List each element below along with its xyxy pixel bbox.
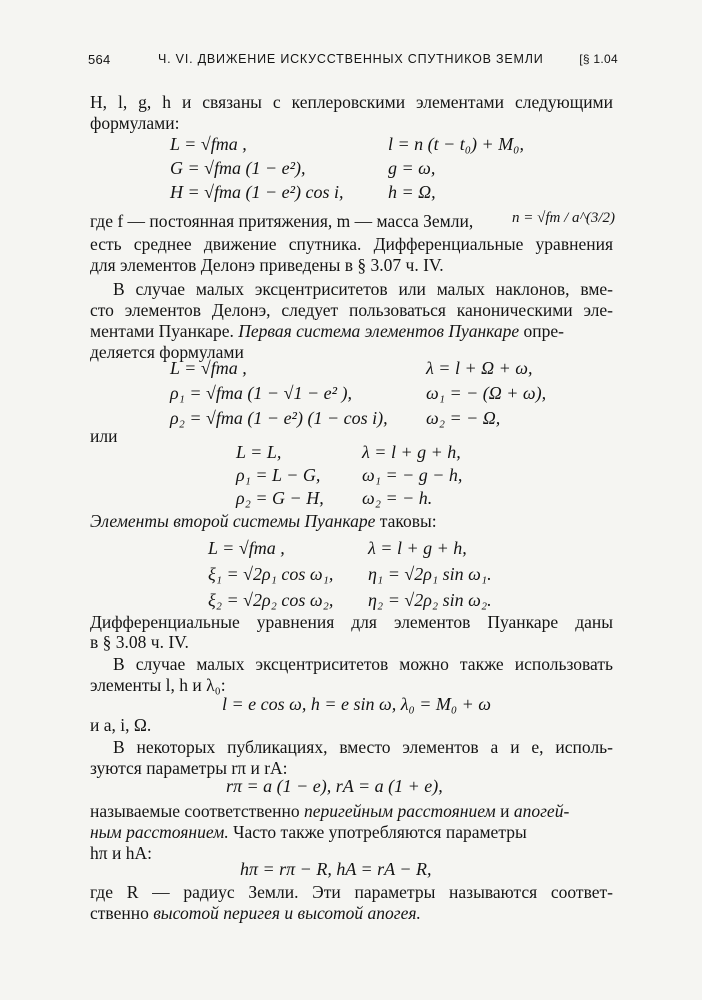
text-line [90, 903, 421, 924]
text-line [90, 801, 613, 822]
page-number: 564 [88, 52, 111, 67]
text-line: для элементов Делонэ приведены в § 3.07 ч. IV. [90, 255, 444, 275]
formula-L: L = L, [236, 442, 282, 462]
formula-radii: rπ = a (1 − e), rA = a (1 + e), [226, 776, 443, 796]
formula-lambda: λ = l + g + h, [368, 538, 467, 558]
text-line: в § 3.08 ч. IV. [90, 632, 189, 652]
formula-eta1: η₁ = √2ρ₁ sin ω₁. [368, 564, 492, 584]
formula-l: l = n (t − t₀) + M₀, [388, 134, 524, 154]
text-line: формулами: [90, 113, 180, 133]
formula-mean-motion: n = √fm / a^(3/2) [512, 210, 616, 226]
text-span: ственно [90, 903, 149, 923]
text-span: опре- [523, 321, 565, 341]
formula-L: L = √fma , [170, 134, 247, 154]
formula-L: L = √fma , [170, 358, 247, 378]
formula-xi1: ξ₁ = √2ρ₁ cos ω₁, [208, 564, 334, 584]
text-line: деляется формулами [90, 342, 244, 362]
text-line: элементы l, h и λ₀: [90, 675, 226, 695]
chapter-title: Ч. VI. ДВИЖЕНИЕ ИСКУССТВЕННЫХ СПУТНИКОВ ЗЕМЛИ [158, 52, 544, 66]
text-span: и [500, 801, 510, 821]
italic-term: Элементы второй системы Пуанкаре [90, 511, 376, 531]
running-header [88, 52, 618, 72]
formula-g: g = ω, [388, 158, 436, 178]
text-line: hπ и hA: [90, 843, 152, 863]
italic-term: апогей- [513, 801, 570, 821]
formula-lambda: λ = l + g + h, [362, 442, 461, 462]
text-line: H, l, g, h и связаны с кеплеровскими элементами следующими [90, 92, 613, 112]
text-span: таковы: [379, 511, 437, 531]
text-line: сто элементов Делонэ, следует пользоваться каноническими эле- [90, 300, 613, 320]
formula-rho1: ρ₁ = √fma (1 − √1 − e² ), [170, 383, 352, 403]
text-line: зуются параметры rπ и rA: [90, 758, 288, 778]
formula-eta2: η₂ = √2ρ₂ sin ω₂. [368, 590, 492, 610]
formula-rho1: ρ₁ = L − G, [236, 465, 321, 485]
text-line: и a, i, Ω. [90, 715, 152, 735]
formula-H: H = √fma (1 − e²) cos i, [170, 182, 344, 202]
text-line: В случае малых эксцентриситетов можно также использовать [113, 654, 613, 674]
text-line: В случае малых эксцентриситетов или малых наклонов, вме- [113, 279, 613, 299]
text-span: Часто также употребляются параметры [233, 822, 527, 842]
text-line [90, 511, 437, 532]
formula-h: h = Ω, [388, 182, 436, 202]
text-span: ментами Пуанкаре. [90, 321, 234, 341]
formula-lambda: λ = l + Ω + ω, [426, 358, 533, 378]
text-line: В некоторых публикациях, вместо элементов a и e, исполь- [113, 737, 613, 757]
text-span: называемые соответственно [90, 801, 300, 821]
formula-L: L = √fma , [208, 538, 285, 558]
formula-heights: hπ = rπ − R, hA = rA − R, [240, 859, 432, 879]
italic-term: Первая система элементов Пуанкаре [238, 321, 520, 341]
text-line [90, 321, 613, 342]
text-line: где R — радиус Земли. Эти параметры называются соответ- [90, 882, 613, 902]
text-line: где f — постоянная притяжения, m — масса Земли, [90, 211, 474, 231]
italic-term: перигейным расстоянием [304, 801, 496, 821]
formula-G: G = √fma (1 − e²), [170, 158, 306, 178]
formula-omega1: ω₁ = − g − h, [362, 465, 463, 485]
italic-term: ным расстоянием. [90, 822, 229, 842]
section-number: [§ 1.04 [579, 52, 618, 66]
text-line [90, 822, 613, 843]
formula-rho2: ρ₂ = √fma (1 − e²) (1 − cos i), [170, 408, 388, 428]
formula-omega1: ω₁ = − (Ω + ω), [426, 383, 547, 403]
formula-rho2: ρ₂ = G − H, [236, 488, 324, 508]
formula-small-ecc: l = e cos ω, h = e sin ω, λ₀ = M₀ + ω [222, 694, 491, 714]
text-line: Дифференциальные уравнения для элементов Пуанкаре даны [90, 612, 613, 632]
formula-xi2: ξ₂ = √2ρ₂ cos ω₂, [208, 590, 334, 610]
formula-omega2: ω₂ = − Ω, [426, 408, 501, 428]
text-line: есть среднее движение спутника. Дифференциальные уравнения [90, 234, 613, 254]
formula-omega2: ω₂ = − h. [362, 488, 433, 508]
text-line: или [90, 426, 118, 446]
italic-term: высотой перигея и высотой апогея. [153, 903, 421, 923]
